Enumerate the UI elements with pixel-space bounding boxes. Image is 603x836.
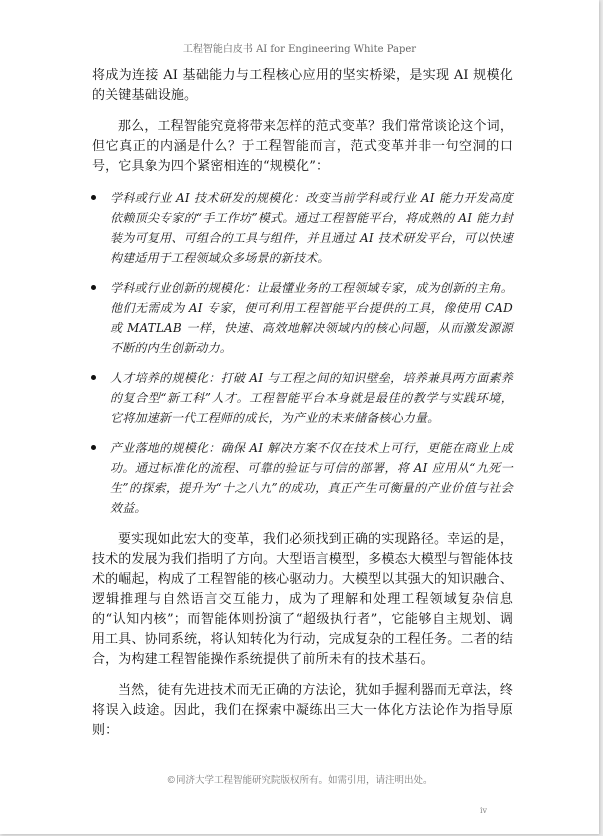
- list-item-text: 产业落地的规模化：确保 AI 解决方案不仅在技术上可行，更能在商业上成功。通过标准化的流程、可靠的验证与可信的部署，将 AI 应用从“九死一生”的探索，提升为“十之八九”的成功，真正产生可衡量的产业价值与社会效益。: [110, 441, 513, 515]
- bullet-dot-icon: [91, 285, 96, 290]
- bullet-dot-icon: [91, 445, 96, 450]
- list-item-text: 人才培养的规模化：打破 AI 与工程之间的知识壁垒，培养兼具两方面素养的复合型“新工科”人才。工程智能平台本身就是最佳的教学与实践环境，它将加速新一代工程师的成长，为产业的未来储备核心力量。: [110, 371, 513, 425]
- copyright-footer: ©同济大学工程智能研究院版权所有。如需引用，请注明出处。: [166, 775, 433, 786]
- list-item: [92, 438, 513, 518]
- paragraph-implementation-path: 要实现如此宏大的变革，我们必须找到正确的实现路径。幸运的是，技术的发展为我们指明了方向。大型语言模型，多模态大模型与智能体技术的崛起，构成了工程智能的核心驱动力。大模型以其强大的知识融合、逻辑推理与自然语言交互能力，成为了理解和处理工程领域复杂信息的“认知内核”；而智能体则扮演了“超级执行者”，它能够自主规划、调用工具、协同系统，将认知转化为行动，完成复杂的工程任务。二者的结合，为构建工程智能操作系统提供了前所未有的技术基石。: [92, 532, 513, 667]
- body-text: [92, 66, 513, 752]
- paragraph-continuation: 将成为连接 AI 基础能力与工程核心应用的坚实桥梁，是实现 AI 规模化的关键基础设施。: [92, 68, 513, 103]
- paragraph-paradigm-intro: 那么，工程智能究竟将带来怎样的范式变革？我们常常谈论这个词，但它真正的内涵是什么？于工程智能而言，范式变革并非一句空洞的口号，它具象为四个紧密相连的“规模化”：: [92, 119, 513, 174]
- list-item: [92, 188, 513, 268]
- list-item-text: 学科或行业创新的规模化：让最懂业务的工程领域专家，成为创新的主角。他们无需成为 AI 专家，便可利用工程智能平台提供的工具，像使用 CAD 或 MATLAB 一样，快速、高效地解决领域内的核心问题，从而激发源源不断的内生创新动力。: [110, 281, 513, 355]
- running-header: 工程智能白皮书 AI for Engineering White Paper: [182, 44, 417, 55]
- list-item: [92, 278, 513, 358]
- bullet-dot-icon: [91, 195, 96, 200]
- bullet-dot-icon: [91, 375, 96, 380]
- list-item-text: 学科或行业 AI 技术研发的规模化：改变当前学科或行业 AI 能力开发高度依赖顶尖专家的“手工作坊”模式。通过工程智能平台，将成熟的 AI 能力封装为可复用、可组合的工具与组件，并且通过 AI 技术研发平台，可以快速构建适用于工程领域众多场景的新技术。: [110, 191, 513, 265]
- list-item: [92, 368, 513, 428]
- paragraph-methodology: 当然，徒有先进技术而无正确的方法论，犹如手握利器而无章法，终将误入歧途。因此，我们在探索中凝练出三大一体化方法论作为指导原则：: [92, 683, 513, 738]
- scaling-list: [92, 188, 513, 518]
- page-number: iv: [480, 806, 488, 815]
